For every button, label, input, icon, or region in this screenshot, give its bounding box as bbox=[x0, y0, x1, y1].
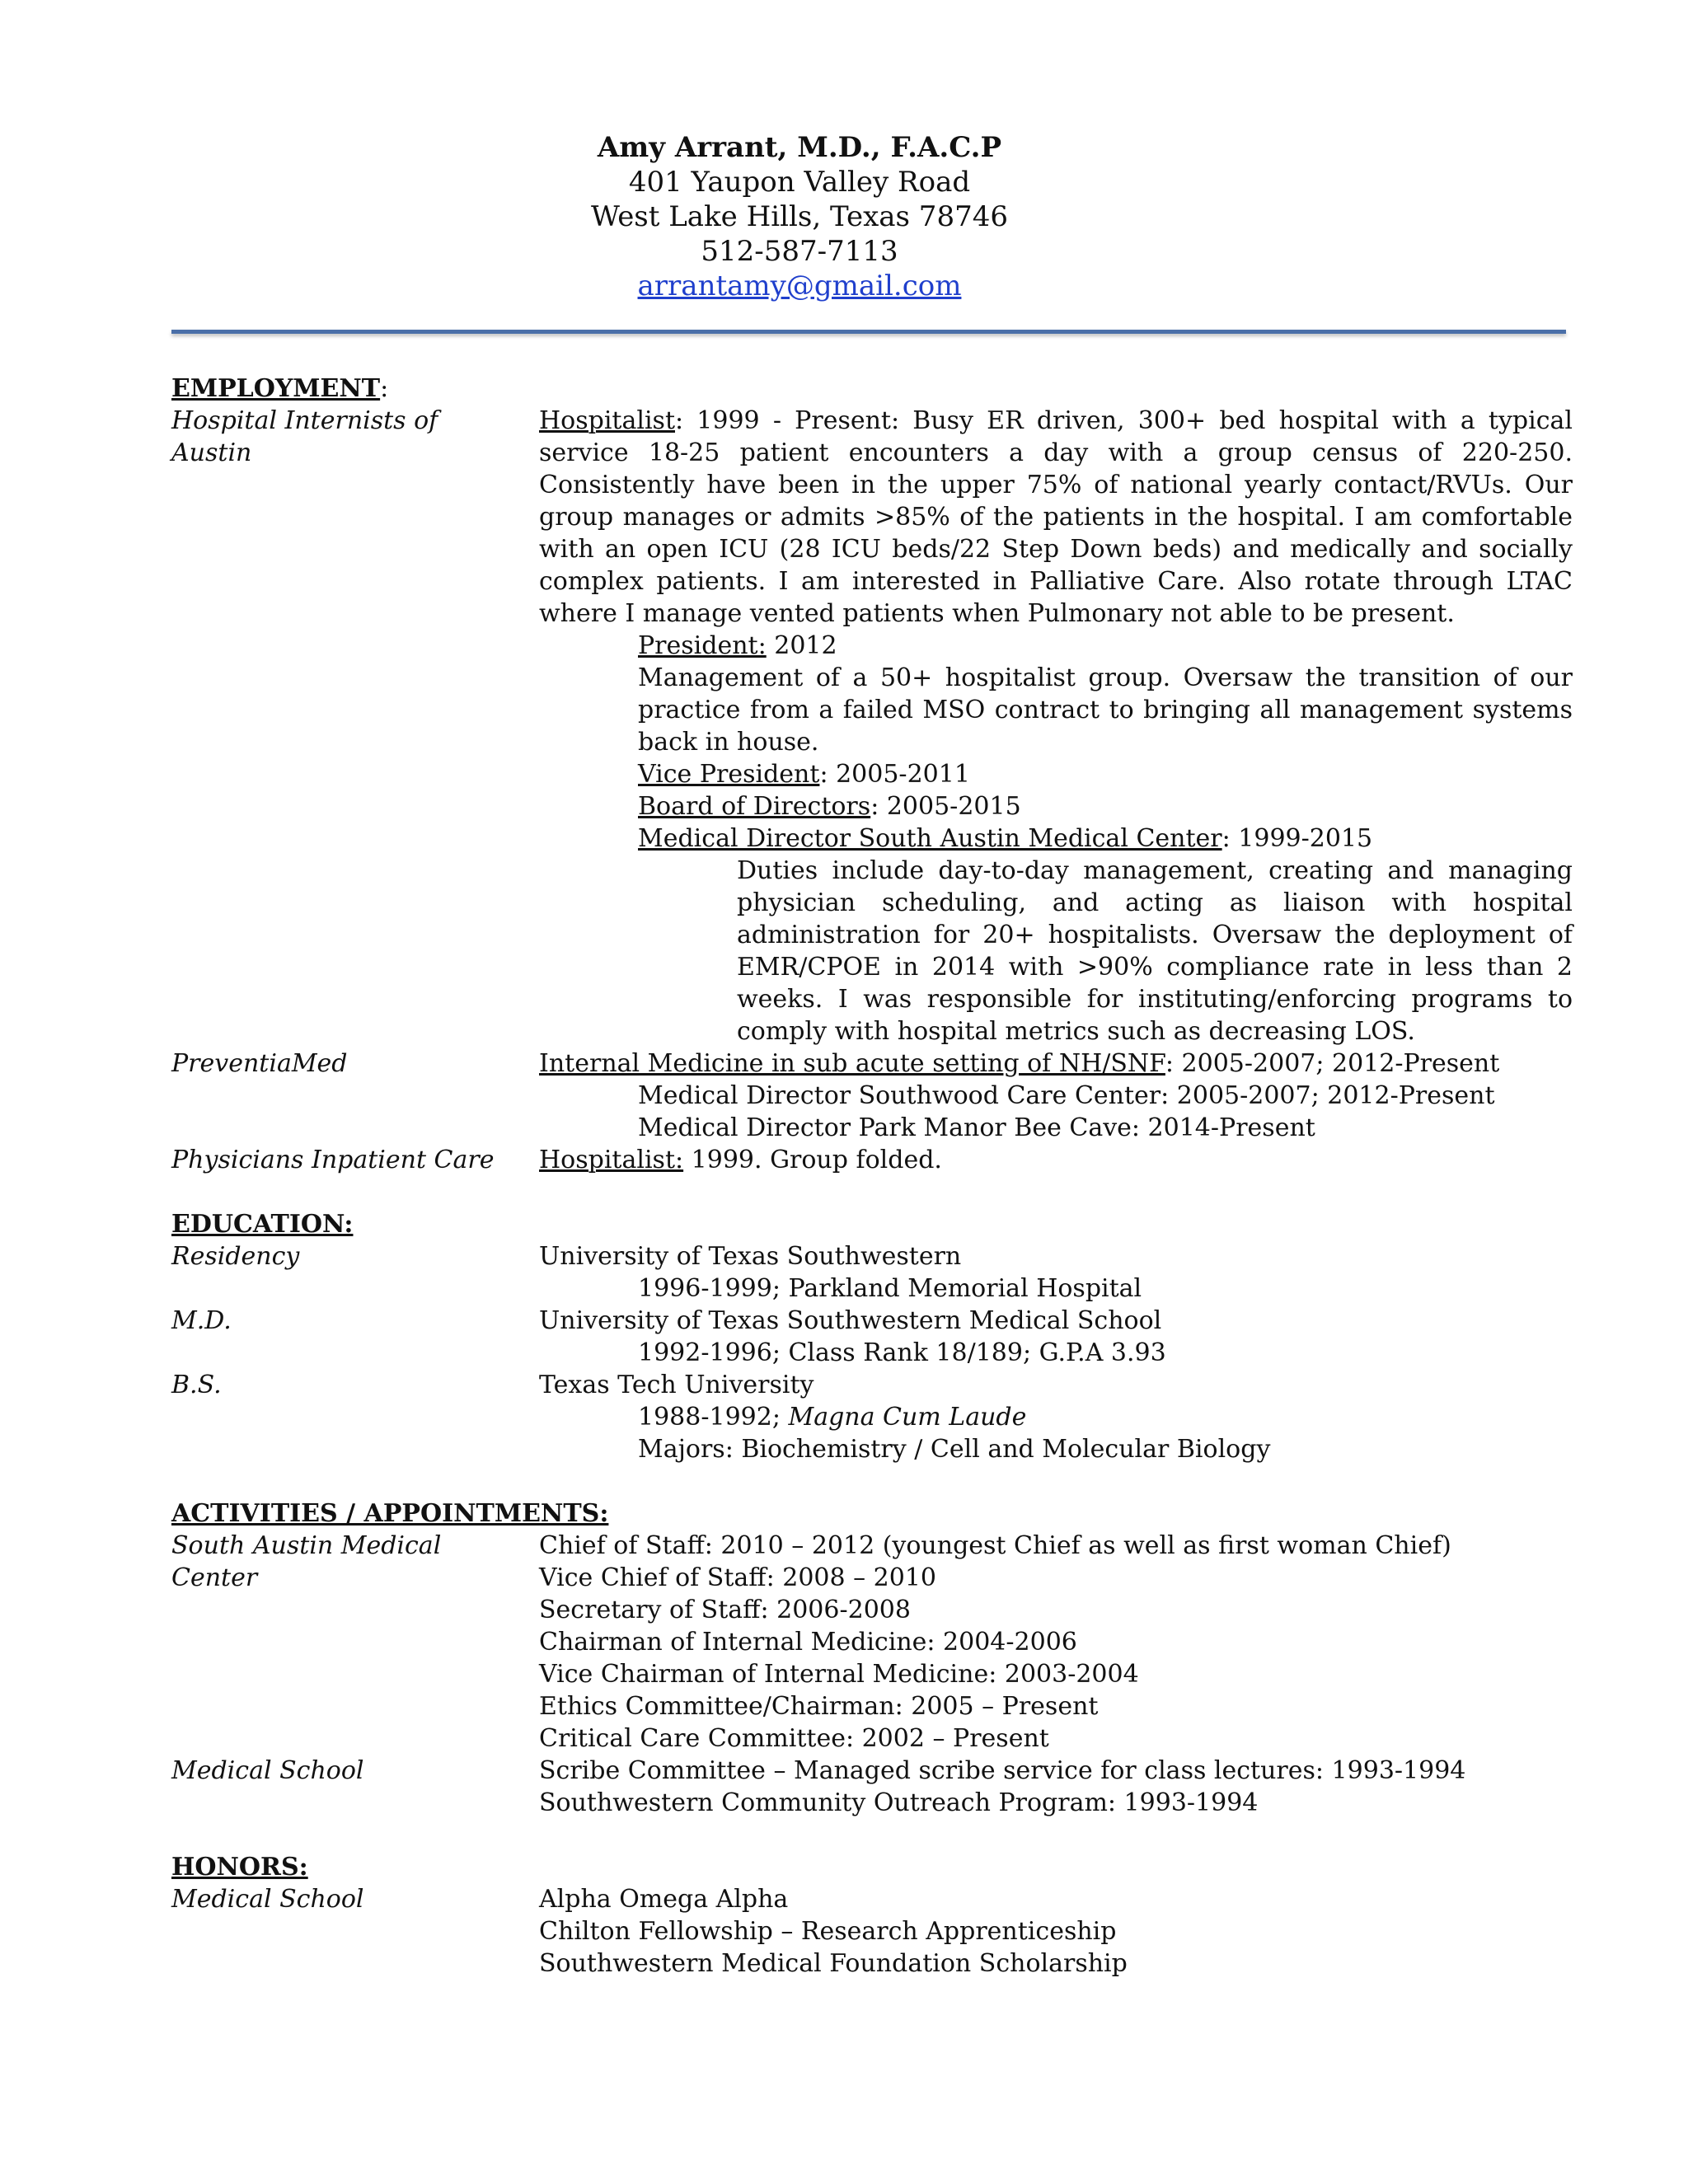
employment-section: EMPLOYMENT: Hospital Internists of Austin Hospitalist: 1999 - Present: Busy ER driven, 300+ bed hospital with a typical service 18-25 patient encounters a day with a group census of 220-250. Consistently have been in the upper 75% of national yearly contact/RVUs. Our group manages or admits >85% of the patients in the hospital. I am comfortable with an open ICU (28 ICU beds/22 Step Down beds) and medically and socially complex patients. I am interested in Palliative Care. Also rotate through LTAC where I manage vented patients when Pulmonary not able to be present. President: 2012 Management of a 50+ hospitalist group. Oversaw the transition of our practice from a failed MSO contract to bringing all management systems back in house. Vice President: 2005-2011 Board of Directors: 2005-2015 Medical Director South Austin Medical Center: 1999-2015 Duties include day-to-day management, creating and managing physician scheduling, and acting as liaison with hospital administration for 20+ hospitalists. Oversaw the deployment of EMR/CPOE in 2014 with >90% compliance rate in less than 2 weeks. I was responsible for instituting/enforcing programs to comply with hospital metrics such as decreasing LOS. PreventiaMed Internal Medicine in sub acute setting of NH/SNF: 2005-2007; 2012-Present Medical Director Southwood Care Center: 2005-2007; 2012-Present Medical Director Park Manor Bee Cave: 2014-Present Physicians Inpatient Care Hospitalist: 1999. Group folded. bbox=[171, 374, 1573, 1174]
role-title: Hospitalist: bbox=[539, 1146, 684, 1174]
list-item: Chief of Staff: 2010 – 2012 (youngest Chief as well as first woman Chief) bbox=[539, 1531, 1451, 1560]
activities-entry-samc bbox=[171, 1530, 1573, 1755]
degree-label: M.D. bbox=[171, 1306, 232, 1335]
organization-label: Medical School bbox=[171, 1885, 364, 1914]
education-section bbox=[171, 1208, 1573, 1465]
resume-header bbox=[0, 130, 1599, 303]
institution: Texas Tech University bbox=[539, 1371, 814, 1399]
address-line-1: 401 Yaupon Valley Road bbox=[628, 166, 971, 199]
activities-section bbox=[171, 1497, 1573, 1819]
employment-entry-hia: Hospital Internists of Austin Hospitalist: 1999 - Present: Busy ER driven, 300+ bed hospital with a typical service 18-25 patient encounters a day with a group census of 220-250. Consistently have been in the upper 75% of national yearly contact/RVUs. Our group manages or admits >85% of the patients in the hospital. I am comfortable with an open ICU (28 ICU beds/22 Step Down beds) and medically and socially complex patients. I am interested in Palliative Care. Also rotate through LTAC where I manage vented patients when Pulmonary not able to be present. President: 2012 Management of a 50+ hospitalist group. Oversaw the transition of our practice from a failed MSO contract to bringing all management systems back in house. Vice President: 2005-2011 Board of Directors: 2005-2015 Medical Director South Austin Medical Center: 1999-2015 Duties include day-to-day management, creating and managing physician scheduling, and acting as liaison with hospital administration for 20+ hospitalists. Oversaw the deployment of EMR/CPOE in 2014 with >90% compliance rate in less than 2 weeks. I was responsible for instituting/enforcing programs to comply with hospital metrics such as decreasing LOS. bbox=[171, 406, 1573, 1046]
list-item: Southwestern Medical Foundation Scholarship bbox=[539, 1949, 1128, 1978]
latin-honor: Magna Cum Laude bbox=[788, 1403, 1027, 1432]
employer-name: Physicians Inpatient Care bbox=[171, 1146, 495, 1174]
role-title: Internal Medicine in sub acute setting of NH/SNF bbox=[539, 1049, 1165, 1078]
activities-entry-medical-school bbox=[171, 1755, 1573, 1819]
list-item: Scribe Committee – Managed scribe service for class lectures: 1993-1994 bbox=[539, 1756, 1466, 1785]
president-description: Management of a 50+ hospitalist group. Oversaw the transition of our practice from a failed MSO contract to bringing all management systems back in house. bbox=[638, 663, 1573, 757]
vp-label: Vice President bbox=[638, 760, 820, 789]
employer-name: PreventiaMed bbox=[171, 1049, 348, 1078]
list-item: Vice Chief of Staff: 2008 – 2010 bbox=[539, 1563, 937, 1592]
header-divider bbox=[171, 330, 1566, 334]
employer-name: Hospital Internists of Austin bbox=[171, 406, 438, 467]
majors: Majors: Biochemistry / Cell and Molecular Biology bbox=[638, 1435, 1271, 1464]
education-entry-bs: B.S. Texas Tech University 1988-1992; Magna Cum Laude Majors: Biochemistry / Cell and Molecular Biology bbox=[171, 1369, 1573, 1465]
list-item: Chairman of Internal Medicine: 2004-2006 bbox=[539, 1628, 1077, 1657]
resume-body bbox=[171, 373, 1573, 1980]
president-label: President: bbox=[638, 631, 767, 660]
list-item: Vice Chairman of Internal Medicine: 2003-2004 bbox=[539, 1660, 1139, 1689]
education-entry-md bbox=[171, 1305, 1573, 1369]
address-line-2: West Lake Hills, Texas 78746 bbox=[591, 200, 1008, 233]
employment-entry-pic: Physicians Inpatient Care Hospitalist: 1999. Group folded. bbox=[171, 1146, 942, 1174]
list-item: Secretary of Staff: 2006-2008 bbox=[539, 1596, 911, 1624]
role-description: : 1999 - Present: Busy ER driven, 300+ bed hospital with a typical service 18-25 patient encounters a day with a group census of 220-250. Consistently have been in the upper 75% of national yearly contact/RVUs. Our group manages or admits >85% of the patients in the hospital. I am comfortable with an open ICU (28 ICU beds/22 Step Down beds) and medically and socially complex patients. I am interested in Palliative Care. Also rotate through LTAC where I manage vented patients when Pulmonary not able to be present. bbox=[539, 406, 1573, 628]
list-item: Alpha Omega Alpha bbox=[539, 1885, 789, 1914]
honors-entry-medical-school bbox=[171, 1883, 1573, 1980]
board-label: Board of Directors bbox=[638, 792, 871, 821]
phone-number: 512-587-7113 bbox=[701, 235, 898, 268]
list-item: Chilton Fellowship – Research Apprenticeship bbox=[539, 1917, 1117, 1946]
medical-director-description: Duties include day-to-day management, creating and managing physician scheduling, and acting as liaison with hospital administration for 20+ hospitalists. Oversaw the deployment of EMR/CPOE in 2014 with >90% compliance rate in less than 2 weeks. I was responsible for instituting/enforcing programs to comply with hospital metrics such as decreasing LOS. bbox=[737, 856, 1573, 1046]
organization-label: South Austin Medical Center bbox=[171, 1531, 442, 1592]
organization-label: Medical School bbox=[171, 1756, 364, 1785]
list-item: Ethics Committee/Chairman: 2005 – Present bbox=[539, 1692, 1099, 1721]
employment-heading: EMPLOYMENT bbox=[171, 374, 381, 403]
institution: University of Texas Southwestern bbox=[539, 1242, 962, 1271]
education-detail: 1992-1996; Class Rank 18/189; G.P.A 3.93 bbox=[638, 1338, 1166, 1367]
activities-heading: ACTIVITIES / APPOINTMENTS: bbox=[171, 1499, 609, 1528]
medical-director-label: Medical Director South Austin Medical Center bbox=[638, 824, 1222, 853]
education-entry-residency bbox=[171, 1240, 1573, 1305]
education-detail: 1996-1999; Parkland Memorial Hospital bbox=[638, 1274, 1142, 1303]
employment-entry-preventiamed: PreventiaMed Internal Medicine in sub acute setting of NH/SNF: 2005-2007; 2012-Present Medical Director Southwood Care Center: 2005-2007; 2012-Present Medical Director Park Manor Bee Cave: 2014-Present bbox=[171, 1047, 1573, 1144]
degree-label: B.S. bbox=[171, 1371, 222, 1399]
honors-section bbox=[171, 1851, 1573, 1980]
role-detail: Medical Director Southwood Care Center: 2005-2007; 2012-Present bbox=[638, 1081, 1495, 1110]
list-item: Critical Care Committee: 2002 – Present bbox=[539, 1724, 1049, 1753]
role-detail: Medical Director Park Manor Bee Cave: 2014-Present bbox=[638, 1113, 1315, 1142]
email-link[interactable]: arrantamy@gmail.com bbox=[637, 269, 962, 302]
honors-heading: HONORS: bbox=[171, 1853, 308, 1882]
applicant-name: Amy Arrant, M.D., F.A.C.P bbox=[597, 131, 1002, 164]
institution: University of Texas Southwestern Medical School bbox=[539, 1306, 1162, 1335]
degree-label: Residency bbox=[171, 1242, 300, 1271]
role-title: Hospitalist bbox=[539, 406, 675, 435]
list-item: Southwestern Community Outreach Program: 1993-1994 bbox=[539, 1788, 1259, 1817]
education-heading: EDUCATION: bbox=[171, 1210, 354, 1239]
